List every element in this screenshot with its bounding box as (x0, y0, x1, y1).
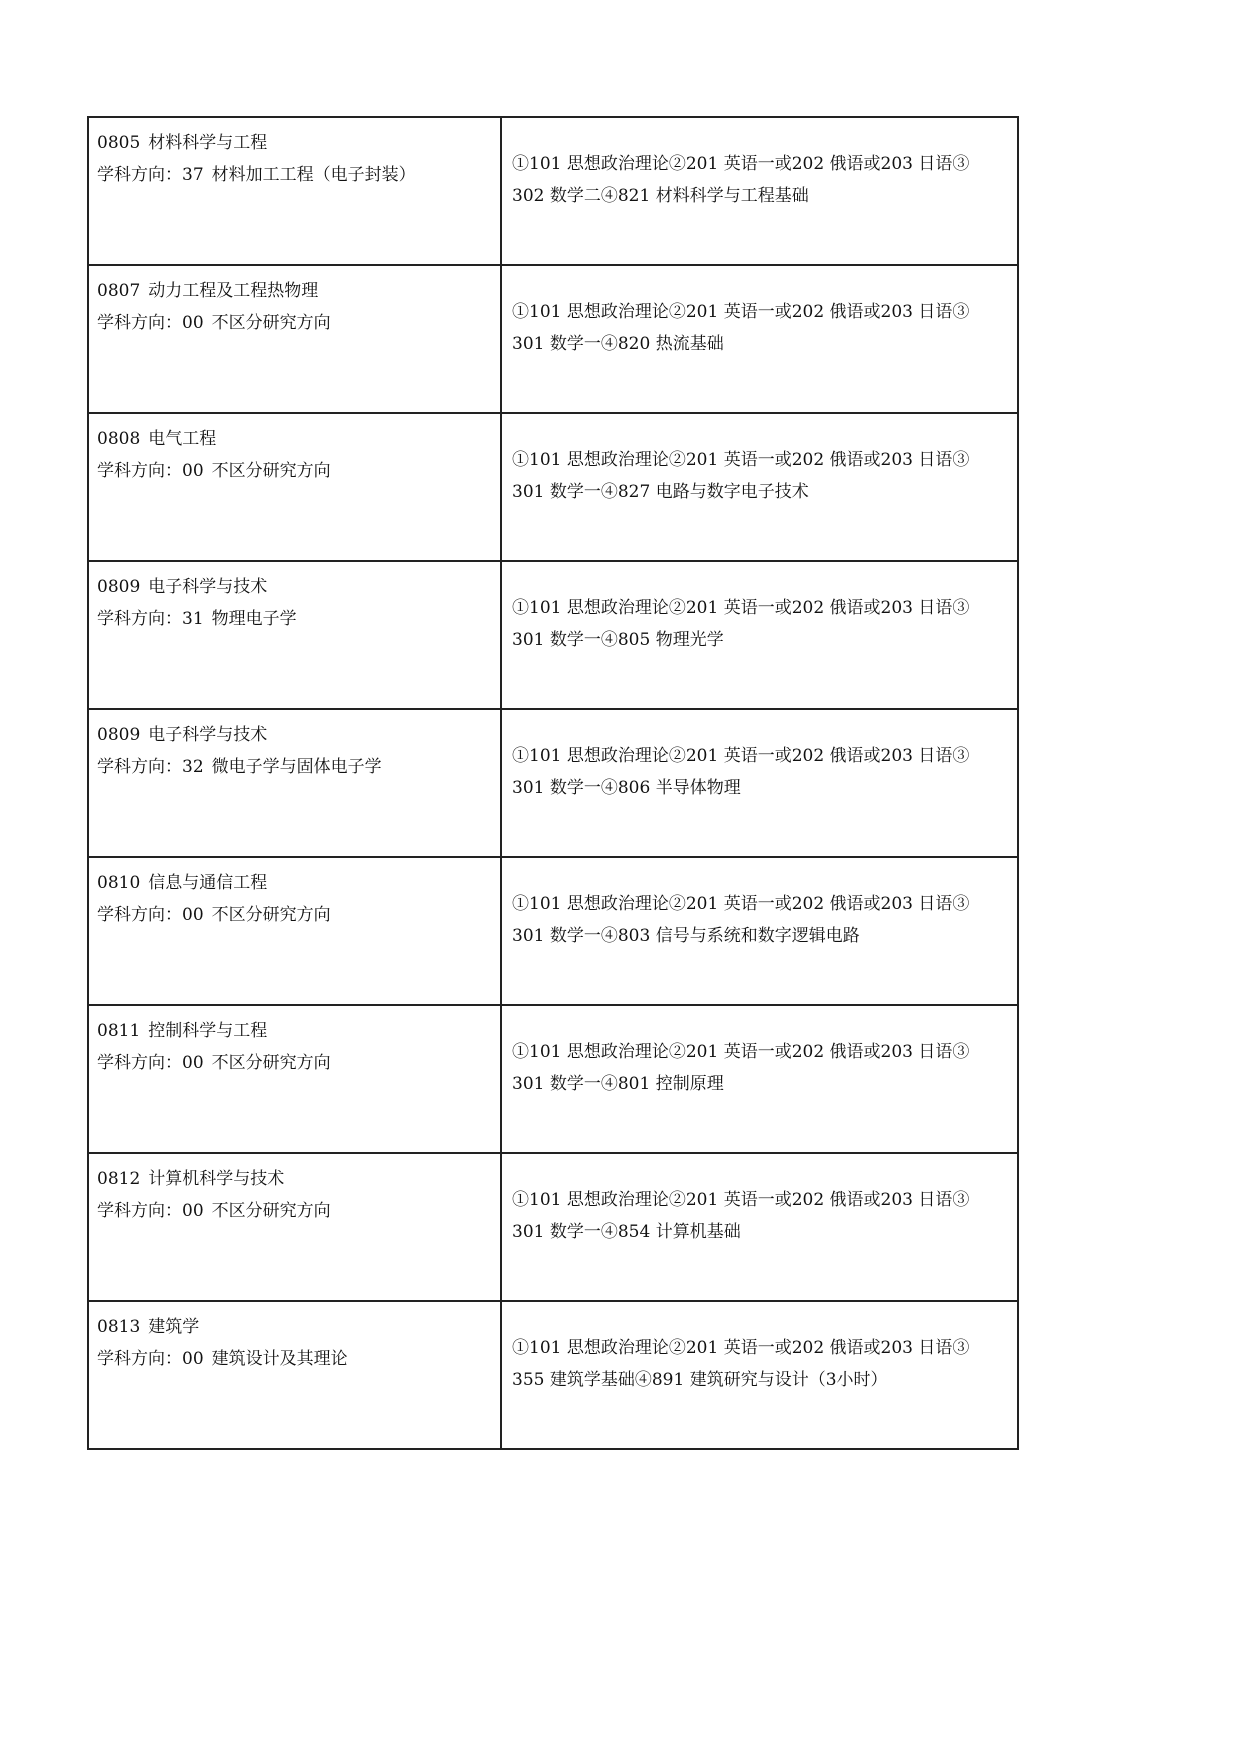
direction-code: 00 (182, 1053, 204, 1073)
exam-line-1: ①101 思想政治理论②201 英语一或202 俄语或203 日语③ (512, 1042, 970, 1062)
direction-label: 学科方向： (97, 757, 182, 777)
exam-line-1: ①101 思想政治理论②201 英语一或202 俄语或203 日语③ (512, 154, 970, 174)
major-cell (88, 561, 501, 709)
exam-line-2: 301 数学一④803 信号与系统和数字逻辑电路 (512, 926, 860, 946)
major-name: 信息与通信工程 (148, 873, 268, 893)
direction-label: 学科方向： (97, 1053, 182, 1073)
major-content (89, 710, 500, 783)
table-row (88, 709, 1018, 857)
table-row (88, 117, 1018, 265)
direction-line (97, 603, 492, 635)
direction-name: 不区分研究方向 (211, 461, 331, 481)
exam-subjects-cell (501, 413, 1018, 561)
major-code: 0808 (97, 429, 141, 449)
major-code: 0810 (97, 873, 141, 893)
table-row (88, 1005, 1018, 1153)
exam-line-1: ①101 思想政治理论②201 英语一或202 俄语或203 日语③ (512, 1338, 970, 1358)
major-content (89, 266, 500, 339)
direction-name: 不区分研究方向 (211, 1053, 331, 1073)
major-code: 0807 (97, 281, 141, 301)
major-title-line (97, 719, 492, 751)
exam-line-2: 301 数学一④820 热流基础 (512, 334, 724, 354)
exam-subjects-cell (501, 265, 1018, 413)
direction-label: 学科方向： (97, 461, 182, 481)
direction-code: 31 (182, 609, 204, 629)
direction-line (97, 1343, 492, 1375)
direction-name: 不区分研究方向 (211, 905, 331, 925)
direction-code: 32 (182, 757, 204, 777)
table-row (88, 1153, 1018, 1301)
major-content (89, 1006, 500, 1079)
direction-label: 学科方向： (97, 1201, 182, 1221)
major-cell (88, 1153, 501, 1301)
major-name: 材料科学与工程 (148, 133, 268, 153)
major-cell (88, 709, 501, 857)
major-name: 建筑学 (148, 1317, 200, 1337)
table-row (88, 413, 1018, 561)
exam-line-2: 355 建筑学基础④891 建筑研究与设计（3小时） (512, 1370, 888, 1390)
exam-content (502, 562, 1017, 656)
exam-subjects-cell (501, 117, 1018, 265)
direction-line (97, 751, 492, 783)
exam-subjects-cell (501, 1153, 1018, 1301)
major-code: 0809 (97, 577, 141, 597)
major-title-line (97, 571, 492, 603)
direction-code: 37 (182, 165, 204, 185)
direction-code: 00 (182, 1201, 204, 1221)
direction-name: 物理电子学 (211, 609, 297, 629)
major-content (89, 562, 500, 635)
exam-line-1: ①101 思想政治理论②201 英语一或202 俄语或203 日语③ (512, 894, 970, 914)
direction-name: 不区分研究方向 (211, 313, 331, 333)
table-row (88, 561, 1018, 709)
major-code: 0811 (97, 1021, 141, 1041)
major-code: 0812 (97, 1169, 141, 1189)
exam-line-1: ①101 思想政治理论②201 英语一或202 俄语或203 日语③ (512, 450, 970, 470)
major-title-line (97, 1015, 492, 1047)
major-cell (88, 413, 501, 561)
major-cell (88, 1005, 501, 1153)
direction-line (97, 1195, 492, 1227)
major-name: 动力工程及工程热物理 (148, 281, 319, 301)
exam-line-2: 302 数学二④821 材料科学与工程基础 (512, 186, 809, 206)
major-code: 0813 (97, 1317, 141, 1337)
major-content (89, 1302, 500, 1375)
major-code: 0809 (97, 725, 141, 745)
major-code: 0805 (97, 133, 141, 153)
major-cell (88, 1301, 501, 1449)
major-title-line (97, 127, 492, 159)
exam-content (502, 118, 1017, 212)
exam-subjects-cell (501, 561, 1018, 709)
exam-content (502, 710, 1017, 804)
exam-content (502, 414, 1017, 508)
direction-name: 建筑设计及其理论 (211, 1349, 348, 1369)
exam-subjects-cell (501, 857, 1018, 1005)
exam-content (502, 858, 1017, 952)
exam-content (502, 1302, 1017, 1396)
exam-line-1: ①101 思想政治理论②201 英语一或202 俄语或203 日语③ (512, 1190, 970, 1210)
exam-content (502, 266, 1017, 360)
direction-label: 学科方向： (97, 165, 182, 185)
major-title-line (97, 1311, 492, 1343)
table-body (88, 117, 1018, 1449)
major-content (89, 118, 500, 191)
direction-line (97, 307, 492, 339)
direction-label: 学科方向： (97, 609, 182, 629)
major-title-line (97, 423, 492, 455)
major-cell (88, 857, 501, 1005)
major-content (89, 414, 500, 487)
major-content (89, 858, 500, 931)
exam-line-2: 301 数学一④806 半导体物理 (512, 778, 741, 798)
exam-content (502, 1154, 1017, 1248)
table-row (88, 857, 1018, 1005)
exam-subjects-cell (501, 709, 1018, 857)
direction-label: 学科方向： (97, 1349, 182, 1369)
direction-name: 不区分研究方向 (211, 1201, 331, 1221)
direction-line (97, 899, 492, 931)
major-name: 电气工程 (148, 429, 217, 449)
exam-subjects-cell (501, 1301, 1018, 1449)
table-row (88, 265, 1018, 413)
exam-content (502, 1006, 1017, 1100)
exam-line-1: ①101 思想政治理论②201 英语一或202 俄语或203 日语③ (512, 302, 970, 322)
major-title-line (97, 867, 492, 899)
major-content (89, 1154, 500, 1227)
major-cell (88, 117, 501, 265)
exam-line-1: ①101 思想政治理论②201 英语一或202 俄语或203 日语③ (512, 598, 970, 618)
major-cell (88, 265, 501, 413)
direction-code: 00 (182, 461, 204, 481)
exam-line-2: 301 数学一④805 物理光学 (512, 630, 724, 650)
major-name: 电子科学与技术 (148, 725, 268, 745)
direction-line (97, 1047, 492, 1079)
direction-name: 材料加工工程（电子封装） (211, 165, 416, 185)
major-name: 控制科学与工程 (148, 1021, 268, 1041)
exam-line-2: 301 数学一④827 电路与数字电子技术 (512, 482, 809, 502)
direction-name: 微电子学与固体电子学 (211, 757, 382, 777)
major-title-line (97, 1163, 492, 1195)
direction-line (97, 455, 492, 487)
table-row (88, 1301, 1018, 1449)
exam-line-2: 301 数学一④801 控制原理 (512, 1074, 724, 1094)
direction-code: 00 (182, 313, 204, 333)
direction-label: 学科方向： (97, 905, 182, 925)
major-name: 电子科学与技术 (148, 577, 268, 597)
major-name: 计算机科学与技术 (148, 1169, 285, 1189)
direction-label: 学科方向： (97, 313, 182, 333)
direction-line (97, 159, 492, 191)
direction-code: 00 (182, 1349, 204, 1369)
exam-line-1: ①101 思想政治理论②201 英语一或202 俄语或203 日语③ (512, 746, 970, 766)
exam-subjects-table (87, 116, 1019, 1450)
exam-line-2: 301 数学一④854 计算机基础 (512, 1222, 741, 1242)
direction-code: 00 (182, 905, 204, 925)
exam-subjects-cell (501, 1005, 1018, 1153)
major-title-line (97, 275, 492, 307)
